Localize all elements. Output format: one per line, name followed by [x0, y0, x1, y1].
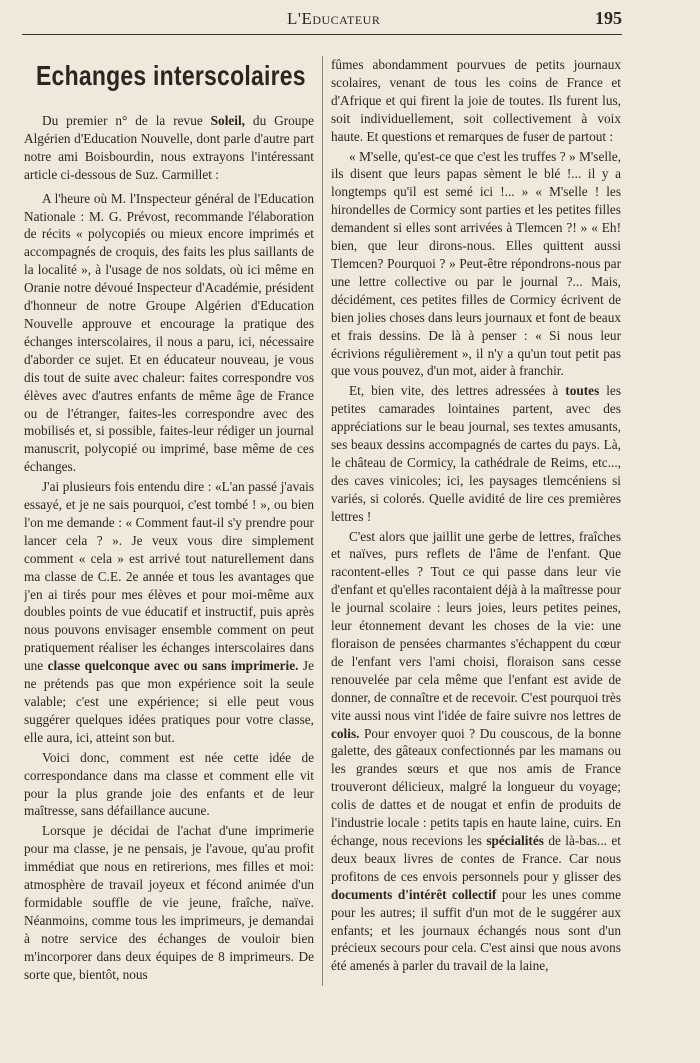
article-paragraph [24, 190, 314, 477]
text-run: Je ne prétends pas que mon expérience soit la seule valable; c'est une expérience; si elle peut vous suggérer quelques idées pratiques pour votre classe, elle aura, ici, atteint son but. [24, 658, 314, 745]
article-paragraph [24, 112, 314, 184]
bold-text-run: classe quelconque avec ou sans imprimerie. [47, 658, 299, 674]
text-run: Et, bien vite, des lettres adressées à [349, 383, 566, 399]
running-title: L'Educateur [287, 9, 381, 28]
article-paragraph [24, 822, 314, 983]
text-run: fûmes abondamment pourvues de petits journaux scolaires, venant de tous les coins de France et d'Afrique et qui firent la joie de toutes. Ils furent lus, soit individuellement, soit collectivement à voix haute. Et questions et remarques de fuser de partout : [331, 57, 621, 144]
text-run: du Groupe Algérien d'Education Nouvelle, dont parle d'autre part notre ami Boisbourdin, nous extrayons l'intéressant article ci-dessous de Suz. Carmillet : [24, 113, 314, 182]
text-run: Pour envoyer quoi ? Du couscous, de la bonne galette, des gâteaux confectionnés par les mamans ou les grandes sœurs et que nos amis de France trouveront délicieux, malgré la longueur du voyage; colis de dattes et de nougat et enfin de produits de l'industrie locale : petits tapis en haute laine, cuirs. En échange, nous recevions les [331, 725, 621, 848]
text-run: les petites camarades lointaines partent, avec des appréciations sur le beau journal, ses textes amusants, ses beaux dessins accompagnés de cartes du pays. Là, le château de Cormicy, la cathédrale de Reims, etc..., des caves vinicoles; ici, les paysages tlemcéniens si variés, si colorés. Quelle avidité de lire ces premières lettres ! [331, 383, 621, 524]
text-run: C'est alors que jaillit une gerbe de lettres, fraîches et naïves, purs reflets de l'âme de l'enfant. Que racontent-elles ? Tout ce qui passe dans leur vie d'enfant et qu'elles racontaient déjà à la maîtresse pour le journal scolaire : leurs joies, leurs petites peines, leur étonnement devant les choses de la vie: une floraison de pensées charmantes s'échappent du cœur de l'enfant vers l'ami choisi, floraison sans cesse renouvelée par cela même que l'enfant est avide de donner, de connaître et de recevoir. C'est pourquoi très vite aussi nous vint l'idée de faire suivre nos lettres de [331, 528, 621, 723]
left-column-body [24, 112, 314, 984]
bold-text-run: documents d'intérêt collectif [331, 886, 497, 902]
text-run: Voici donc, comment est née cette idée de correspondance dans ma classe et comment elle vit pour la plus grande joie des enfants et de leur maîtresse, sans défaillance aucune. [24, 749, 314, 819]
article-paragraph [24, 749, 314, 821]
left-column [24, 50, 314, 1000]
right-column-body [331, 56, 621, 975]
text-run: pour les unes comme pour les autres; il suffit d'un mot de le suggérer aux enfants; et les journaux échangés nous sont d'un précieux secours pour cela. C'est ainsi que nous avons été amenés à parler du travail de la laine, [331, 886, 621, 974]
bold-text-run: spécialités [486, 832, 544, 848]
article-paragraph [331, 528, 621, 976]
text-run: Lorsque je décidai de l'achat d'une imprimerie pour ma classe, je ne pensais, je l'avoue, qu'au profit immédiat que nous en retirerions, mes filles et moi: atmosphère de travail joyeux et fécond animée d'un formidable souffle de vie jeune, fraîche, naïve. Néanmoins, comme tous les imprimeurs, je demandai à notre service des échanges de vouloir bien m'incorporer dans deux équipes de 8 imprimeurs. De sorte que, bientôt, nous [24, 823, 314, 982]
page-number: 195 [595, 8, 622, 28]
bold-text-run: colis. [331, 725, 360, 741]
article-paragraph [24, 478, 314, 747]
article-paragraph [331, 56, 621, 146]
right-column [331, 56, 621, 1006]
running-header [22, 6, 622, 35]
text-run: A l'heure où M. l'Inspecteur général de l'Education Nationale : M. G. Prévost, recommande l'élaboration de récits « polycopiés ou mieux encore imprimés et accompagnés de croquis, des faits les plus saillants de la localité », à l'usage de nos soldats, où ici même en Oranie notre dévoué Inspecteur d'Académie, président d'honneur de notre Groupe Algérien d'Education Nouvelle approuve et encourage la pratique des échanges interscolaires, il nous a paru, ici, nécessaire d'aborder ce sujet. Et en éducateur nouveau, je vous dis tout de suite avec chaleur: faites correspondre vos élèves avec d'autres enfants de même âge de France ou de l'étranger, faites-les correspondre avec des mobilisés et, si possible, faites-leur rédiger un journal manuscrit, polycopié ou imprimé, base même de ces échanges. [24, 190, 314, 475]
article-title: Echanges interscolaires [36, 60, 306, 91]
text-run: Du premier n° de la revue [42, 113, 211, 128]
article-paragraph [331, 382, 621, 525]
text-run: de là-bas... et deux beaux livres de contes de France. Car nous profitons de ces envois personnels pour y glisser des [331, 832, 621, 884]
text-run: « M'selle, qu'est-ce que c'est les truffes ? » M'selle, ils disent que leurs papas sèment le blé !... il y a longtemps qu'il est semé ici !... » « M'selle ! les hirondelles de Cormicy sont parties et les petites filles demandent si elles sont arrivées à Tlemcen ?! » « Eh! bien, que leur dirons-nous. Elles quittent aussi Tlemcen? Pourquoi ? » Peut-être répondrons-nous par une lettre collective ou par le journal ?... Mais, décidément, ces petites filles de Cormicy écrivent de bien jolies choses dans leurs journaux et font de beaux et frais dessins. De là à penser : « Si nous leur écrivions régulièrement », il n'y a qu'un tout petit pas que vous pouvez, d'un mot, aider à franchir. [331, 148, 621, 379]
bold-text-run: Soleil, [210, 113, 246, 128]
text-run: J'ai plusieurs fois entendu dire : «L'an passé j'avais essayé, et je ne sais pourquoi, c'est tombé ! », ou bien l'on me demande : « Comment faut-il s'y prendre pour lancer cela ? ». Je veux vous dire simplement comment « cela » est arrivé tout naturellement dans ma classe de C.E. 2e année et tous les avantages que j'en ai tirés pour mes élèves et pour moi-même aux doubles points de vue éducatif et instructif, puis après nous pouvons envisager ensemble comment on peut pratiquement réaliser les échanges interscolaires dans une [24, 479, 314, 674]
bold-text-run: toutes [565, 383, 600, 399]
article-paragraph [331, 148, 621, 381]
column-divider [322, 56, 323, 986]
